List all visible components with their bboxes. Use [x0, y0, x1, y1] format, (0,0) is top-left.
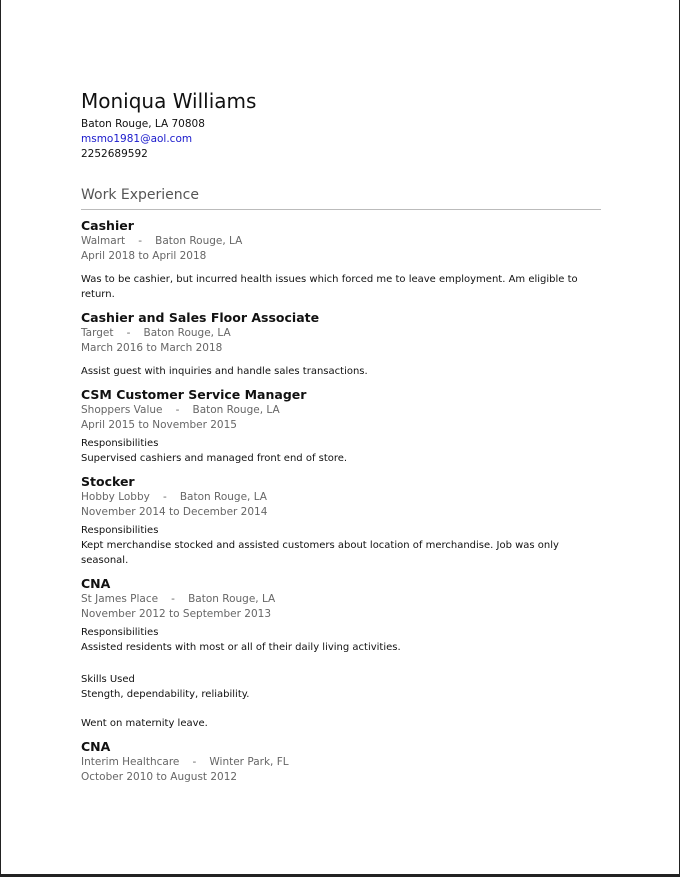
job-location: Baton Rouge, LA — [188, 593, 276, 605]
job-location: Winter Park, FL — [209, 756, 289, 768]
job-entry — [81, 576, 601, 731]
job-location: Baton Rouge, LA — [192, 404, 280, 416]
job-title: Cashier and Sales Floor Associate — [81, 310, 320, 325]
job-entry — [81, 310, 601, 379]
meta-separator: - — [192, 756, 197, 768]
job-title: CNA — [81, 739, 111, 754]
meta-separator: - — [162, 491, 167, 503]
job-company-location — [81, 755, 601, 770]
job-company: Hobby Lobby — [81, 491, 150, 503]
responsibilities-label: Responsibilities — [81, 438, 159, 449]
meta-separator: - — [175, 404, 180, 416]
skills-label: Skills Used — [81, 674, 135, 685]
job-location: Baton Rouge, LA — [143, 327, 231, 339]
job-dates: October 2010 to August 2012 — [81, 771, 238, 783]
meta-separator: - — [126, 327, 131, 339]
job-location: Baton Rouge, LA — [179, 491, 267, 503]
job-entry — [81, 218, 601, 302]
job-dates: March 2016 to March 2018 — [81, 342, 223, 354]
job-entry — [81, 474, 601, 568]
section-title-work-experience: Work Experience — [81, 185, 601, 210]
job-dates: April 2018 to April 2018 — [81, 250, 207, 262]
job-dates: November 2012 to September 2013 — [81, 608, 271, 620]
job-dates: April 2015 to November 2015 — [81, 419, 237, 431]
job-company-location — [81, 326, 601, 341]
meta-separator: - — [171, 593, 175, 605]
responsibilities-text: Assisted residents with most or all of their daily living activities. — [81, 642, 401, 653]
resume-content — [81, 88, 601, 785]
job-note: Went on maternity leave. — [81, 718, 208, 729]
job-company-location — [81, 490, 601, 505]
responsibilities-label: Responsibilities — [81, 627, 159, 638]
candidate-name: Moniqua Williams — [81, 89, 257, 113]
meta-separator: - — [138, 235, 143, 247]
job-dates: November 2014 to December 2014 — [81, 506, 268, 518]
job-company: St James Place — [81, 593, 159, 605]
contact-location: Baton Rouge, LA 70808 — [81, 118, 205, 130]
contact-email-link[interactable]: msmo1981@aol.com — [81, 133, 193, 145]
job-company-location — [81, 234, 601, 249]
job-title: CSM Customer Service Manager — [81, 387, 307, 402]
spacer — [81, 655, 601, 669]
job-location: Baton Rouge, LA — [155, 235, 243, 247]
job-description: Assist guest with inquiries and handle sales transactions. — [81, 366, 368, 377]
job-entry — [81, 739, 601, 785]
job-company-location — [81, 592, 601, 607]
job-company: Target — [81, 327, 114, 339]
job-company: Walmart — [81, 235, 126, 247]
spacer — [81, 702, 601, 716]
job-title: CNA — [81, 576, 111, 591]
job-company: Shoppers Value — [81, 404, 163, 416]
job-title: Stocker — [81, 474, 135, 489]
job-description: Was to be cashier, but incurred health issues which forced me to leave employment. Am eligible to return. — [81, 274, 578, 300]
job-company-location — [81, 403, 601, 418]
contact-phone: 2252689592 — [81, 148, 148, 160]
responsibilities-text: Kept merchandise stocked and assisted customers about location of merchandise. Job was only seasonal. — [81, 540, 559, 566]
job-company: Interim Healthcare — [81, 756, 180, 768]
job-entry — [81, 387, 601, 466]
responsibilities-text: Supervised cashiers and managed front end of store. — [81, 453, 348, 464]
skills-text: Stength, dependability, reliability. — [81, 689, 250, 700]
job-title: Cashier — [81, 218, 134, 233]
responsibilities-label: Responsibilities — [81, 525, 159, 536]
contact-block — [81, 117, 601, 162]
